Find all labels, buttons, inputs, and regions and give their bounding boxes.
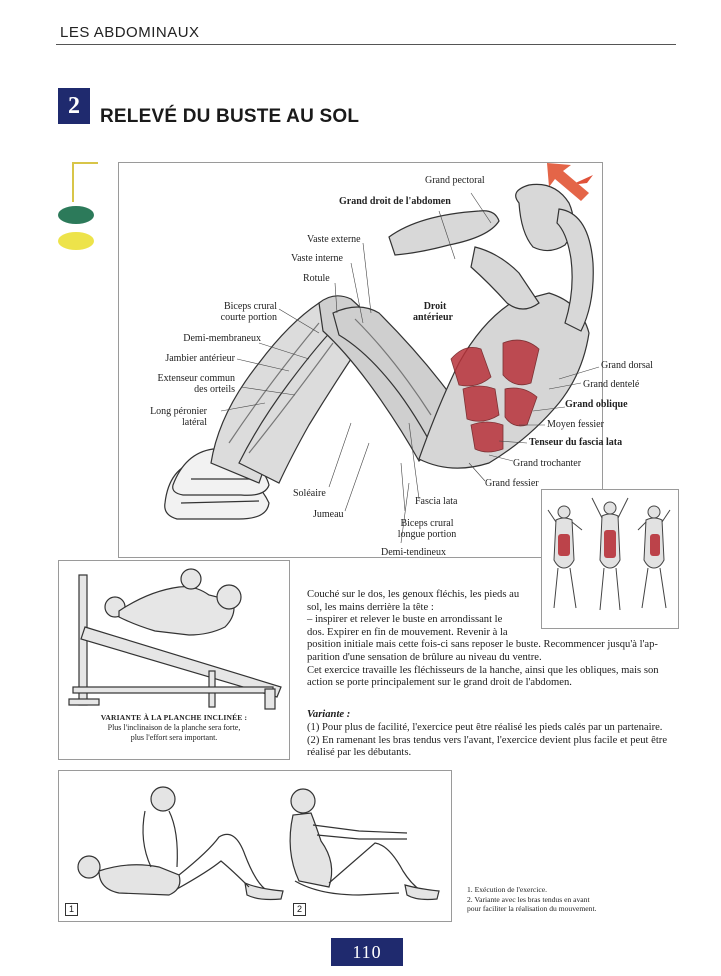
- label-demi-tendineux: Demi-tendineux: [381, 547, 446, 558]
- label-extenseur-1: Extenseur commun: [157, 373, 235, 384]
- incline-bench-illustration: [59, 561, 289, 711]
- label-moyen-fessier: Moyen fessier: [547, 419, 604, 430]
- description-line: Couché sur le dos, les genoux fléchis, les pieds au: [307, 589, 520, 600]
- figure-number-1: 1: [65, 903, 78, 916]
- label-tenseur-fascia: Tenseur du fascia lata: [529, 437, 623, 448]
- description-line: Cet exercice travaille les fléchisseurs de la hanche, ainsi que les obliques, mais son: [307, 664, 659, 676]
- main-illustration-frame: [118, 162, 653, 558]
- figure-caption-1: 1. Exécution de l'exercice.: [467, 885, 548, 894]
- execution-figures-frame: [58, 770, 452, 922]
- execution-illustration: [59, 771, 451, 921]
- incline-variant-frame: [58, 560, 290, 760]
- label-grand-pectoral: Grand pectoral: [425, 175, 485, 186]
- variante-line: (2) En ramenant les bras tendus vers l'avant, l'exercice devient plus facile et peut être: [307, 734, 668, 746]
- label-vaste-interne: Vaste interne: [291, 253, 343, 264]
- label-jumeau: Jumeau: [313, 509, 344, 520]
- incline-caption-line2: plus l'effort sera important.: [130, 733, 218, 742]
- figure-caption-2a: 2. Variante avec les bras tendus en avant: [467, 894, 590, 904]
- incline-caption: [59, 713, 289, 743]
- label-biceps-crural-longue-1: Biceps crural: [400, 518, 454, 529]
- description-line: parition d'une sensation de brûlure au niveau du ventre.: [307, 652, 542, 663]
- label-grand-oblique: Grand oblique: [565, 399, 628, 410]
- level-dot-green: [58, 206, 94, 224]
- label-rotule: Rotule: [303, 273, 330, 284]
- incline-caption-title: VARIANTE À LA PLANCHE INCLINÉE :: [100, 713, 248, 722]
- label-vaste-externe: Vaste externe: [307, 234, 361, 245]
- page-number: 110: [331, 938, 403, 966]
- label-grand-dorsal: Grand dorsal: [601, 360, 653, 371]
- label-grand-droit: Grand droit de l'abdomen: [339, 196, 451, 207]
- incline-caption-line1: Plus l'inclinaison de la planche sera forte,: [107, 723, 241, 732]
- label-biceps-crural-courte-2: courte portion: [220, 312, 277, 323]
- label-biceps-crural-longue-2: longue portion: [397, 529, 457, 540]
- section-title: LES ABDOMINAUX: [60, 24, 200, 41]
- label-demi-membraneux: Demi-membraneux: [183, 333, 261, 344]
- description-line: position initiale mais cette fois-ci sans reposer le buste. Recommencer jusqu'à l'ap-: [307, 639, 658, 651]
- level-dot-yellow: [58, 232, 94, 250]
- label-biceps-crural-courte-1: Biceps crural: [223, 301, 277, 312]
- label-fascia-lata: Fascia lata: [415, 496, 458, 507]
- description-block: [307, 589, 687, 769]
- figure-caption-2b: pour faciliter la réalisation du mouvement.: [467, 904, 597, 914]
- figures-caption: [467, 885, 667, 914]
- variante-line: réalisé par les débutants.: [307, 747, 412, 759]
- label-jambier-anterieur: Jambier antérieur: [165, 353, 235, 364]
- label-droit-anterieur-2: antérieur: [413, 312, 453, 323]
- label-grand-trochanter: Grand trochanter: [513, 458, 582, 469]
- variante-title: Variante :: [307, 709, 351, 720]
- accent-line-vertical: [72, 162, 74, 202]
- exercise-number-badge: 2: [58, 88, 90, 124]
- label-grand-fessier: Grand fessier: [485, 478, 539, 489]
- label-long-peronier-1: Long péronier: [150, 406, 207, 417]
- exercise-title: RELEVÉ DU BUSTE AU SOL: [100, 106, 360, 127]
- description-line: – inspirer et relever le buste en arrondissant le: [307, 614, 503, 626]
- label-droit-anterieur-1: Droit: [423, 301, 447, 312]
- label-extenseur-2: des orteils: [194, 384, 235, 395]
- label-long-peronier-2: latéral: [182, 417, 207, 428]
- description-line: action se porte principalement sur le grand droit de l'abdomen.: [307, 677, 572, 689]
- header-divider: [56, 44, 676, 45]
- accent-line-horizontal: [72, 162, 98, 164]
- figure-number-2: 2: [293, 903, 306, 916]
- description-line: sol, les mains derrière la tête :: [307, 601, 434, 613]
- label-grand-dentele: Grand dentelé: [583, 379, 640, 390]
- label-soleaire: Soléaire: [293, 488, 326, 499]
- description-line: dos. Expirer en fin de mouvement. Revenir à la: [307, 626, 508, 638]
- variante-line: (1) Pour plus de facilité, l'exercice peut être réalisé les pieds calés par un partenaire.: [307, 722, 663, 733]
